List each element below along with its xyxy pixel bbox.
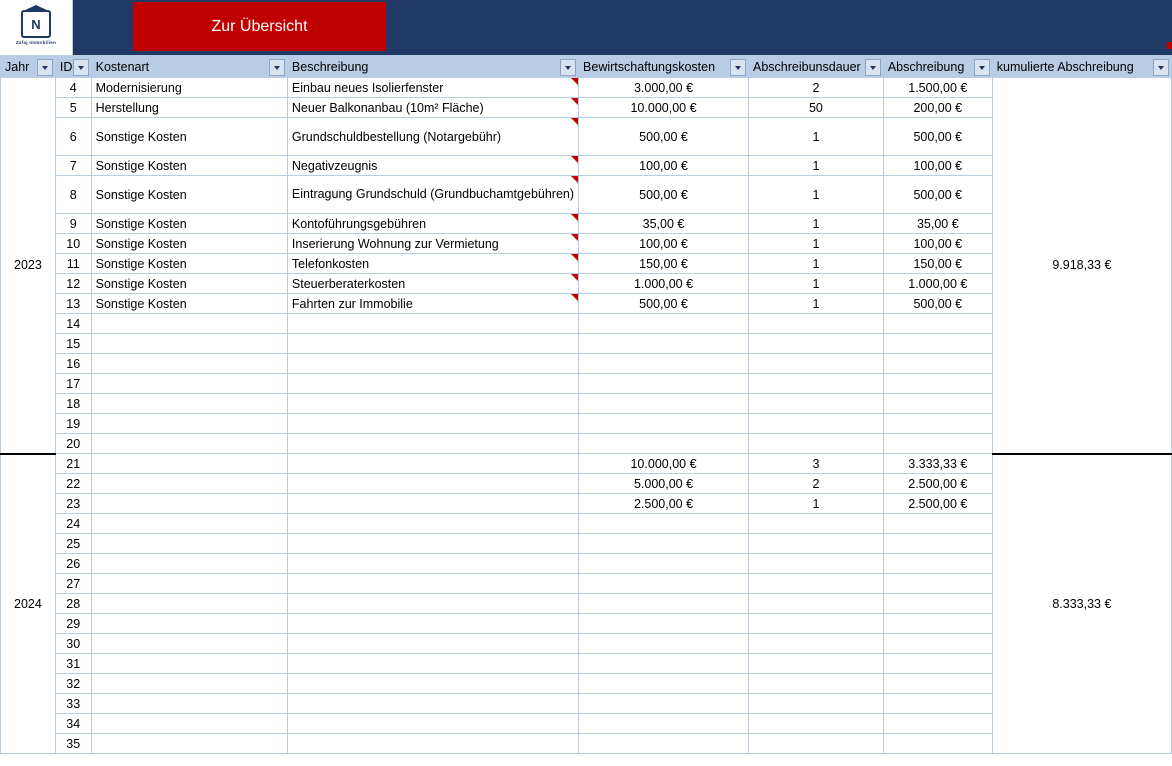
cell-abschreibung[interactable] — [883, 334, 992, 354]
cell-beschreibung[interactable] — [287, 554, 578, 574]
column-header-label: Abschreibunsdauer — [753, 59, 861, 74]
cell-abschreibung[interactable]: 100,00 € — [883, 234, 992, 254]
cell-abschreibung[interactable] — [883, 354, 992, 374]
cell-bewirtschaftungskosten[interactable] — [579, 534, 749, 554]
cell-beschreibung[interactable] — [287, 394, 578, 414]
cell-beschreibung[interactable]: Einbau neues Isolierfenster — [287, 78, 578, 98]
table-row[interactable] — [1, 78, 1172, 98]
cell-abschreibung[interactable] — [883, 654, 992, 674]
filter-kostenart-button[interactable] — [269, 59, 285, 76]
cell-abschreibung[interactable] — [883, 634, 992, 654]
table-row[interactable] — [1, 454, 1172, 474]
cell-id[interactable]: 4 — [55, 78, 91, 98]
cell-kostenart[interactable] — [91, 514, 287, 534]
cell-id[interactable]: 21 — [55, 454, 91, 474]
cell-bewirtschaftungskosten[interactable]: 500,00 € — [579, 294, 749, 314]
cell-bewirtschaftungskosten[interactable]: 100,00 € — [579, 234, 749, 254]
cell-kostenart[interactable] — [91, 574, 287, 594]
cell-beschreibung[interactable] — [287, 494, 578, 514]
cell-bewirtschaftungskosten[interactable] — [579, 374, 749, 394]
cell-bewirtschaftungskosten[interactable] — [579, 714, 749, 734]
cell-abschreibunsdauer[interactable]: 50 — [749, 98, 884, 118]
cell-abschreibunsdauer[interactable] — [749, 434, 884, 454]
cell-kostenart[interactable]: Sonstige Kosten — [91, 176, 287, 214]
cell-abschreibunsdauer[interactable] — [749, 654, 884, 674]
cell-abschreibung[interactable] — [883, 374, 992, 394]
cell-kumulierte-abschreibung[interactable]: 8.333,33 € — [992, 454, 1171, 754]
cell-beschreibung[interactable] — [287, 674, 578, 694]
cell-abschreibunsdauer[interactable]: 1 — [749, 118, 884, 156]
chevron-down-icon — [78, 66, 84, 70]
cell-beschreibung[interactable] — [287, 594, 578, 614]
cell-bewirtschaftungskosten[interactable]: 10.000,00 € — [579, 454, 749, 474]
cell-beschreibung[interactable] — [287, 734, 578, 754]
cell-kostenart[interactable] — [91, 594, 287, 614]
cell-bewirtschaftungskosten[interactable]: 3.000,00 € — [579, 78, 749, 98]
cell-kostenart[interactable] — [91, 314, 287, 334]
chevron-down-icon — [1158, 66, 1164, 70]
cell-kostenart[interactable] — [91, 714, 287, 734]
cell-abschreibunsdauer[interactable] — [749, 614, 884, 634]
cell-id[interactable]: 17 — [55, 374, 91, 394]
cell-abschreibung[interactable]: 1.500,00 € — [883, 78, 992, 98]
cell-id[interactable]: 8 — [55, 176, 91, 214]
cell-abschreibunsdauer[interactable] — [749, 394, 884, 414]
cell-bewirtschaftungskosten[interactable] — [579, 514, 749, 534]
cell-id[interactable]: 13 — [55, 294, 91, 314]
cell-kostenart[interactable] — [91, 374, 287, 394]
cell-abschreibung[interactable] — [883, 734, 992, 754]
filter-kumulierte-abschreibung-button[interactable] — [1153, 59, 1169, 76]
logo-letter: N — [31, 16, 41, 32]
cell-bewirtschaftungskosten[interactable] — [579, 734, 749, 754]
cell-id[interactable]: 22 — [55, 474, 91, 494]
cell-abschreibunsdauer[interactable] — [749, 554, 884, 574]
cell-abschreibunsdauer[interactable]: 1 — [749, 254, 884, 274]
filter-jahr-button[interactable] — [37, 59, 53, 76]
cell-abschreibunsdauer[interactable] — [749, 354, 884, 374]
column-header-label: Abschreibung — [887, 59, 965, 74]
cell-beschreibung[interactable] — [287, 694, 578, 714]
cell-abschreibunsdauer[interactable] — [749, 674, 884, 694]
cell-kostenart[interactable] — [91, 674, 287, 694]
cell-bewirtschaftungskosten[interactable] — [579, 334, 749, 354]
cell-beschreibung[interactable] — [287, 334, 578, 354]
year-cell[interactable]: 2024 — [1, 454, 56, 754]
cell-abschreibung[interactable] — [883, 314, 992, 334]
cell-bewirtschaftungskosten[interactable]: 1.000,00 € — [579, 274, 749, 294]
zur-uebersicht-button[interactable]: Zur Übersicht — [133, 2, 386, 51]
cell-kostenart[interactable]: Sonstige Kosten — [91, 118, 287, 156]
cell-beschreibung[interactable] — [287, 614, 578, 634]
cell-bewirtschaftungskosten[interactable] — [579, 614, 749, 634]
cell-id[interactable]: 15 — [55, 334, 91, 354]
cell-id[interactable]: 29 — [55, 614, 91, 634]
cell-kumulierte-abschreibung[interactable]: 9.918,33 € — [992, 78, 1171, 454]
cell-bewirtschaftungskosten[interactable]: 10.000,00 € — [579, 98, 749, 118]
cell-bewirtschaftungskosten[interactable] — [579, 694, 749, 714]
cell-abschreibunsdauer[interactable] — [749, 374, 884, 394]
cell-beschreibung[interactable]: Eintragung Grundschuld (Grundbuchamtgebühren) — [287, 176, 578, 214]
cell-abschreibunsdauer[interactable]: 1 — [749, 214, 884, 234]
column-header-bewirtschaftungskosten[interactable] — [579, 56, 749, 78]
cell-id[interactable]: 18 — [55, 394, 91, 414]
cell-abschreibunsdauer[interactable]: 1 — [749, 494, 884, 514]
chevron-down-icon — [735, 66, 741, 70]
cell-abschreibung[interactable]: 2.500,00 € — [883, 494, 992, 514]
cell-abschreibunsdauer[interactable]: 1 — [749, 294, 884, 314]
cell-abschreibung[interactable] — [883, 714, 992, 734]
cell-beschreibung[interactable] — [287, 314, 578, 334]
column-header-label: ID — [59, 59, 73, 74]
cell-kostenart[interactable]: Sonstige Kosten — [91, 254, 287, 274]
cell-abschreibunsdauer[interactable]: 1 — [749, 176, 884, 214]
cell-kostenart[interactable]: Sonstige Kosten — [91, 294, 287, 314]
cell-kostenart[interactable] — [91, 414, 287, 434]
cell-abschreibunsdauer[interactable]: 1 — [749, 274, 884, 294]
cell-bewirtschaftungskosten[interactable] — [579, 674, 749, 694]
cell-abschreibung[interactable] — [883, 694, 992, 714]
right-edge-marker — [1167, 42, 1172, 49]
app-header-bar — [0, 0, 1172, 55]
column-header-kostenart[interactable] — [91, 56, 287, 78]
year-cell[interactable]: 2023 — [1, 78, 56, 454]
column-header-label: Bewirtschaftungskosten — [583, 59, 716, 74]
cell-abschreibung[interactable] — [883, 614, 992, 634]
cell-id[interactable]: 24 — [55, 514, 91, 534]
cell-id[interactable]: 31 — [55, 654, 91, 674]
column-header-label: Kostenart — [95, 59, 150, 74]
cell-abschreibunsdauer[interactable] — [749, 334, 884, 354]
cell-beschreibung[interactable] — [287, 414, 578, 434]
cell-abschreibung[interactable] — [883, 514, 992, 534]
cell-kostenart[interactable] — [91, 474, 287, 494]
cell-id[interactable]: 12 — [55, 274, 91, 294]
cell-abschreibunsdauer[interactable] — [749, 314, 884, 334]
cell-abschreibung[interactable]: 150,00 € — [883, 254, 992, 274]
column-header-abschreibung[interactable] — [883, 56, 992, 78]
cell-abschreibung[interactable]: 500,00 € — [883, 176, 992, 214]
cell-id[interactable]: 30 — [55, 634, 91, 654]
cell-beschreibung[interactable] — [287, 634, 578, 654]
cell-abschreibung[interactable]: 500,00 € — [883, 294, 992, 314]
cell-abschreibunsdauer[interactable] — [749, 514, 884, 534]
column-header-kumulierte-abschreibung[interactable] — [992, 56, 1171, 78]
cell-abschreibunsdauer[interactable] — [749, 694, 884, 714]
cell-abschreibung[interactable] — [883, 594, 992, 614]
cell-kostenart[interactable]: Sonstige Kosten — [91, 156, 287, 176]
filter-abschreibung-button[interactable] — [974, 59, 990, 76]
cell-beschreibung[interactable]: Neuer Balkonanbau (10m² Fläche) — [287, 98, 578, 118]
cell-id[interactable]: 32 — [55, 674, 91, 694]
cell-kostenart[interactable] — [91, 534, 287, 554]
cell-beschreibung[interactable] — [287, 534, 578, 554]
column-header-label: Jahr — [5, 59, 30, 74]
cell-abschreibung[interactable]: 3.333,33 € — [883, 454, 992, 474]
cell-abschreibunsdauer[interactable] — [749, 574, 884, 594]
cell-beschreibung[interactable] — [287, 514, 578, 534]
cell-id[interactable]: 28 — [55, 594, 91, 614]
filter-bewirtschaftungskosten-button[interactable] — [730, 59, 746, 76]
cell-kostenart[interactable]: Sonstige Kosten — [91, 234, 287, 254]
cell-beschreibung[interactable] — [287, 714, 578, 734]
column-header-id[interactable] — [55, 56, 91, 78]
cell-abschreibung[interactable] — [883, 554, 992, 574]
cell-abschreibung[interactable] — [883, 414, 992, 434]
cell-bewirtschaftungskosten[interactable] — [579, 634, 749, 654]
cell-abschreibung[interactable] — [883, 574, 992, 594]
cell-bewirtschaftungskosten[interactable] — [579, 414, 749, 434]
cell-abschreibunsdauer[interactable] — [749, 714, 884, 734]
cell-id[interactable]: 10 — [55, 234, 91, 254]
cell-beschreibung[interactable] — [287, 374, 578, 394]
cell-bewirtschaftungskosten[interactable] — [579, 394, 749, 414]
cell-kostenart[interactable] — [91, 394, 287, 414]
cell-bewirtschaftungskosten[interactable] — [579, 574, 749, 594]
cell-id[interactable]: 14 — [55, 314, 91, 334]
cell-abschreibunsdauer[interactable] — [749, 734, 884, 754]
cell-abschreibunsdauer[interactable] — [749, 414, 884, 434]
cell-kostenart[interactable] — [91, 694, 287, 714]
cell-kostenart[interactable] — [91, 334, 287, 354]
cell-bewirtschaftungskosten[interactable]: 5.000,00 € — [579, 474, 749, 494]
cell-beschreibung[interactable]: Kontoführungsgebühren — [287, 214, 578, 234]
cell-kostenart[interactable] — [91, 454, 287, 474]
cell-abschreibung[interactable]: 1.000,00 € — [883, 274, 992, 294]
cell-beschreibung[interactable] — [287, 574, 578, 594]
cost-table[interactable] — [0, 55, 1172, 754]
cell-beschreibung[interactable] — [287, 654, 578, 674]
chevron-down-icon — [979, 66, 985, 70]
cell-abschreibunsdauer[interactable]: 1 — [749, 234, 884, 254]
cell-beschreibung[interactable]: Fahrten zur Immobilie — [287, 294, 578, 314]
cell-kostenart[interactable] — [91, 554, 287, 574]
cell-id[interactable]: 25 — [55, 534, 91, 554]
cell-abschreibung[interactable] — [883, 534, 992, 554]
cell-kostenart[interactable] — [91, 614, 287, 634]
cell-beschreibung[interactable]: Telefonkosten — [287, 254, 578, 274]
cell-bewirtschaftungskosten[interactable] — [579, 314, 749, 334]
cell-beschreibung[interactable]: Inserierung Wohnung zur Vermietung — [287, 234, 578, 254]
cell-abschreibunsdauer[interactable] — [749, 534, 884, 554]
cell-bewirtschaftungskosten[interactable]: 100,00 € — [579, 156, 749, 176]
cell-beschreibung[interactable] — [287, 354, 578, 374]
cell-id[interactable]: 5 — [55, 98, 91, 118]
cell-bewirtschaftungskosten[interactable]: 500,00 € — [579, 118, 749, 156]
cell-abschreibunsdauer[interactable]: 1 — [749, 156, 884, 176]
cell-abschreibung[interactable] — [883, 394, 992, 414]
cell-id[interactable]: 34 — [55, 714, 91, 734]
cell-bewirtschaftungskosten[interactable]: 500,00 € — [579, 176, 749, 214]
cell-kostenart[interactable]: Sonstige Kosten — [91, 214, 287, 234]
column-header-abschreibunsdauer[interactable] — [749, 56, 884, 78]
cell-abschreibung[interactable]: 2.500,00 € — [883, 474, 992, 494]
cell-kostenart[interactable] — [91, 434, 287, 454]
cell-kostenart[interactable]: Modernisierung — [91, 78, 287, 98]
cell-kostenart[interactable] — [91, 654, 287, 674]
cell-abschreibunsdauer[interactable] — [749, 634, 884, 654]
cell-bewirtschaftungskosten[interactable] — [579, 354, 749, 374]
company-logo — [0, 0, 73, 56]
cell-bewirtschaftungskosten[interactable] — [579, 434, 749, 454]
cell-abschreibung[interactable] — [883, 674, 992, 694]
cell-kostenart[interactable] — [91, 494, 287, 514]
cell-abschreibunsdauer[interactable]: 3 — [749, 454, 884, 474]
chevron-down-icon — [565, 66, 571, 70]
chevron-down-icon — [870, 66, 876, 70]
cell-id[interactable]: 27 — [55, 574, 91, 594]
cell-abschreibung[interactable]: 35,00 € — [883, 214, 992, 234]
cell-beschreibung[interactable]: Grundschuldbestellung (Notargebühr) — [287, 118, 578, 156]
cell-id[interactable]: 9 — [55, 214, 91, 234]
logo-caption: Zafaj Immobilien — [15, 40, 57, 45]
cell-abschreibung[interactable]: 200,00 € — [883, 98, 992, 118]
cell-beschreibung[interactable] — [287, 474, 578, 494]
cell-abschreibung[interactable] — [883, 434, 992, 454]
cell-bewirtschaftungskosten[interactable]: 35,00 € — [579, 214, 749, 234]
cell-id[interactable]: 26 — [55, 554, 91, 574]
cell-id[interactable]: 23 — [55, 494, 91, 514]
cell-id[interactable]: 11 — [55, 254, 91, 274]
cell-id[interactable]: 16 — [55, 354, 91, 374]
cell-abschreibung[interactable]: 100,00 € — [883, 156, 992, 176]
cell-beschreibung[interactable]: Steuerberaterkosten — [287, 274, 578, 294]
cell-bewirtschaftungskosten[interactable] — [579, 654, 749, 674]
cell-bewirtschaftungskosten[interactable] — [579, 554, 749, 574]
cell-id[interactable]: 7 — [55, 156, 91, 176]
column-header-label: Beschreibung — [291, 59, 369, 74]
cell-abschreibunsdauer[interactable]: 2 — [749, 474, 884, 494]
cell-bewirtschaftungskosten[interactable] — [579, 594, 749, 614]
cell-beschreibung[interactable]: Negativzeugnis — [287, 156, 578, 176]
cell-abschreibung[interactable]: 500,00 € — [883, 118, 992, 156]
cell-kostenart[interactable]: Sonstige Kosten — [91, 274, 287, 294]
cell-bewirtschaftungskosten[interactable]: 150,00 € — [579, 254, 749, 274]
column-header-beschreibung[interactable] — [287, 56, 578, 78]
column-header-label: kumulierte Abschreibung — [996, 59, 1134, 74]
house-icon — [21, 10, 51, 38]
cell-beschreibung[interactable] — [287, 434, 578, 454]
spreadsheet-area[interactable] — [0, 55, 1172, 766]
cell-id[interactable]: 33 — [55, 694, 91, 714]
filter-abschreibunsdauer-button[interactable] — [865, 59, 881, 76]
column-header-jahr[interactable] — [1, 56, 56, 78]
cell-kostenart[interactable]: Herstellung — [91, 98, 287, 118]
table-header-row — [1, 56, 1172, 78]
cell-abschreibunsdauer[interactable] — [749, 594, 884, 614]
filter-beschreibung-button[interactable] — [560, 59, 576, 76]
cell-abschreibunsdauer[interactable]: 2 — [749, 78, 884, 98]
cell-kostenart[interactable] — [91, 634, 287, 654]
cell-id[interactable]: 20 — [55, 434, 91, 454]
cell-bewirtschaftungskosten[interactable]: 2.500,00 € — [579, 494, 749, 514]
cell-id[interactable]: 6 — [55, 118, 91, 156]
filter-id-button[interactable] — [73, 59, 89, 76]
cell-beschreibung[interactable] — [287, 454, 578, 474]
chevron-down-icon — [42, 66, 48, 70]
cell-id[interactable]: 35 — [55, 734, 91, 754]
chevron-down-icon — [274, 66, 280, 70]
cell-kostenart[interactable] — [91, 734, 287, 754]
cell-id[interactable]: 19 — [55, 414, 91, 434]
cell-kostenart[interactable] — [91, 354, 287, 374]
